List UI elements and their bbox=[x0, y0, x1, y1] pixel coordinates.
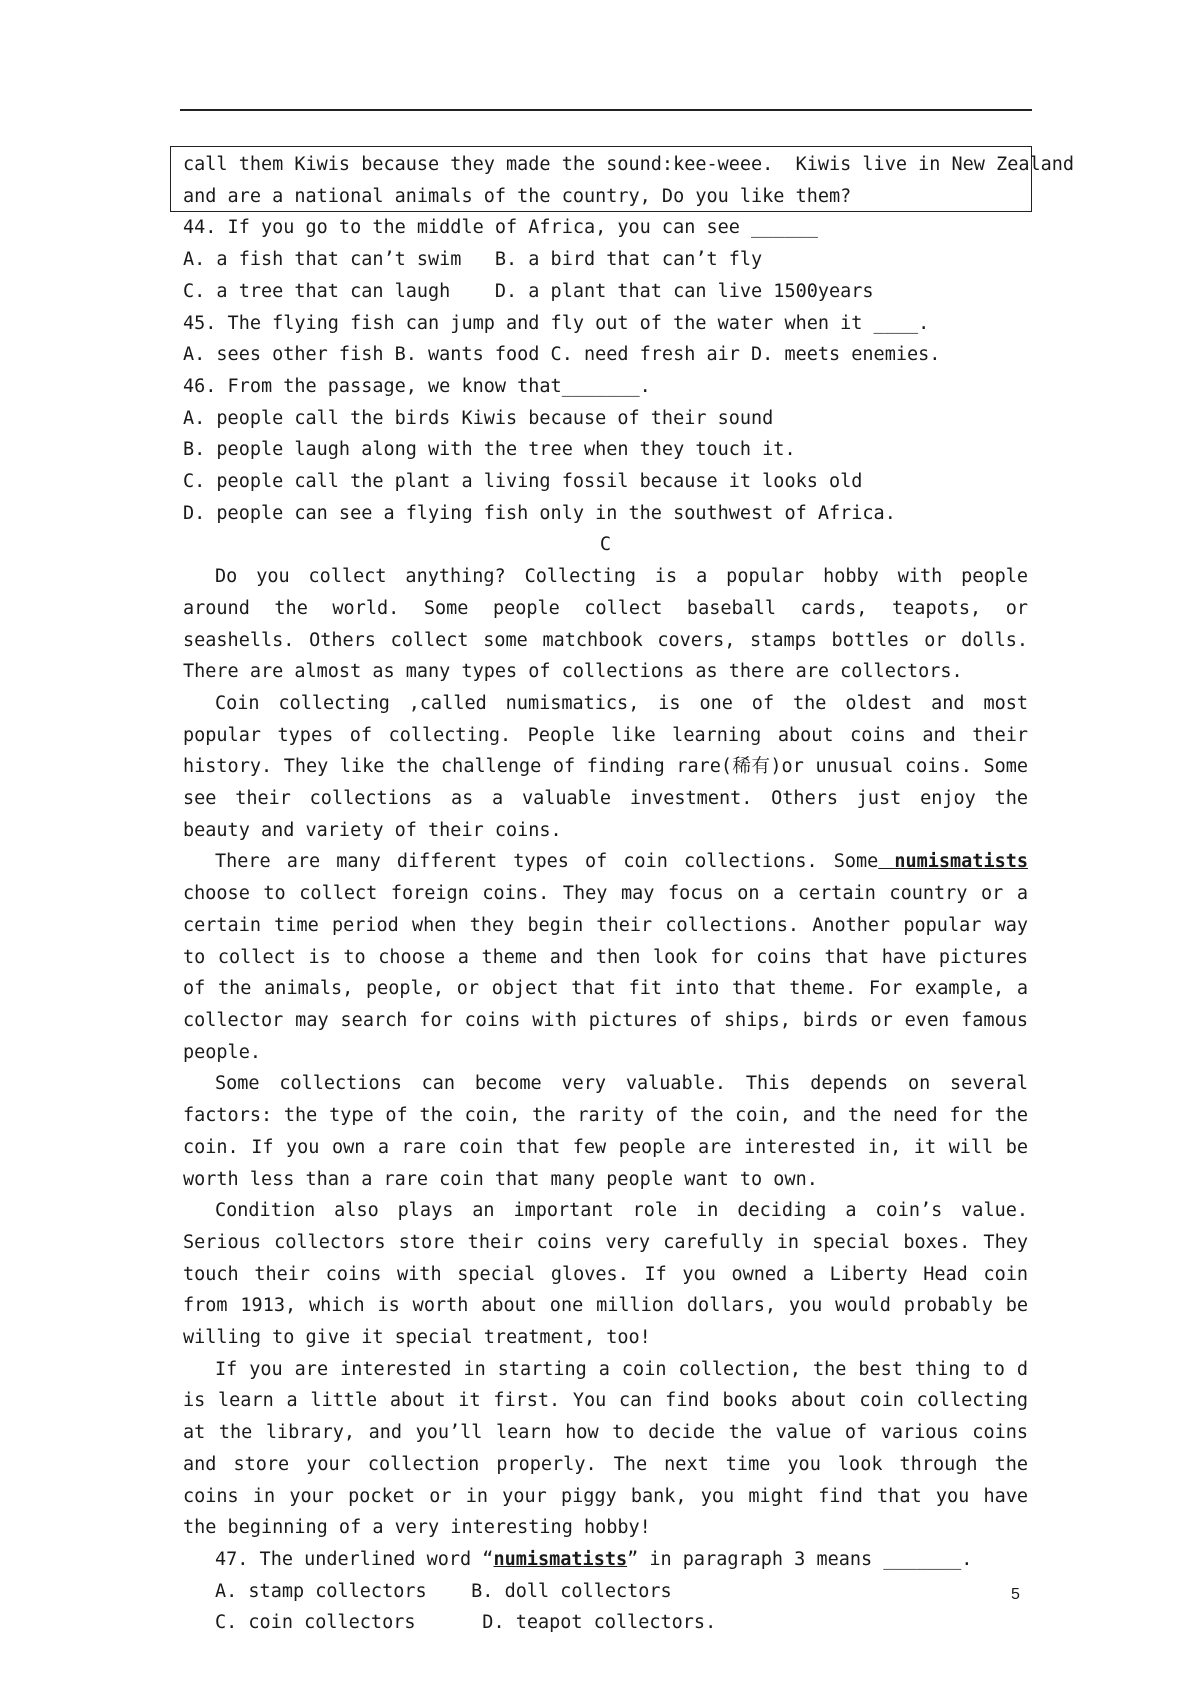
passage-paragraph-4: Some collections can become very valuable. This depends on several factors: the type of the coin, the rarity of the coin, and the need for the coin. If you own a rare coin that few people are interested in, it will be worth less than a rare coin that many people want to own. bbox=[183, 1073, 1028, 1190]
question-46-stem: 46. From the passage, we know that_______. bbox=[183, 375, 651, 397]
question-46-option-b: B. people laugh along with the tree when they touch it. bbox=[183, 439, 796, 461]
question-47-stem bbox=[183, 1544, 1028, 1576]
passage-paragraph-1: Do you collect anything? Collecting is a popular hobby with people around the world. Some people collect baseball cards, teapots, or seashells. Others collect some matchbook covers, stamps bottles or dolls. There are almost as many types of collections as there are collectors. bbox=[183, 566, 1028, 683]
header-rule bbox=[180, 109, 1032, 111]
question-47-options-ab: A. stamp collectors B. doll collectors bbox=[215, 1580, 672, 1602]
question-45-stem: 45. The flying fish can jump and fly out of the water when it ____. bbox=[183, 312, 930, 334]
underlined-word: numismatists bbox=[878, 851, 1028, 873]
box-line-2: and are a national animals of the country, Do you like them? bbox=[183, 185, 852, 207]
question-46-option-d: D. people can see a flying fish only in the southwest of Africa. bbox=[183, 502, 896, 524]
question-46-option-c: C. people call the plant a living fossil because it looks old bbox=[183, 471, 863, 493]
paragraph-3-rest: choose to collect foreign coins. They may focus on a certain country or a certain time period when they begin their collections. Another popular way to collect is to choose a theme and then look for coins that have pictures of the animals, people, or object that fit into that theme. For example, a collector may search for coins with pictures of ships, birds or even famous people. bbox=[183, 883, 1028, 1063]
question-47-options-cd: C. coin collectors D. teapot collectors. bbox=[215, 1612, 717, 1634]
question-47-start: 47. The underlined word “ bbox=[215, 1548, 494, 1570]
page-number: 5 bbox=[1011, 1586, 1020, 1603]
passage-paragraph-5: Condition also plays an important role in deciding a coin’s value. Serious collectors store their coins very carefully in special boxes. They touch their coins with special gloves. If you owned a Liberty Head coin from 1913, which is worth about one million dollars, you would probably be willing to give it special treatment, too! bbox=[183, 1200, 1028, 1349]
box-line-1: call them Kiwis because they made the sound:kee-weee. Kiwis live in New Zealand bbox=[183, 154, 1075, 175]
paragraph-3-start: There are many different types of coin collections. Some bbox=[215, 851, 879, 873]
question-44-stem: 44. If you go to the middle of Africa, you can see ______ bbox=[183, 217, 818, 239]
question-44-options-cd: C. a tree that can laugh D. a plant that can live 1500years bbox=[183, 280, 874, 302]
passage-paragraph-2: Coin collecting ,called numismatics, is one of the oldest and most popular types of collecting. People like learning about coins and their history. They like the challenge of finding rare(稀有)or unusual coins. Some see their collections as a valuable investment. Others just enjoy the beauty and variety of their coins. bbox=[183, 692, 1028, 841]
section-label: C bbox=[599, 534, 612, 556]
question-45-options: A. sees other fish B. wants food C. need fresh air D. meets enemies. bbox=[183, 344, 941, 366]
question-46-option-a: A. people call the birds Kiwis because of their sound bbox=[183, 407, 774, 429]
question-47-end: ” in paragraph 3 means _______. bbox=[627, 1548, 973, 1570]
question-47-underlined-word: numismatists bbox=[493, 1548, 628, 1570]
question-44-options-ab: A. a fish that can’t swim B. a bird that can’t fly bbox=[183, 249, 763, 271]
page-content bbox=[183, 149, 1075, 1639]
passage-paragraph-6: If you are interested in starting a coin collection, the best thing to d is learn a little about it first. You can find books about coin collecting at the library, and you’ll learn how to decide the value of various coins and store your collection properly. The next time you look through the coins in your pocket or in your piggy bank, you might find that you have the beginning of a very interesting hobby! bbox=[183, 1358, 1028, 1539]
passage-paragraph-3 bbox=[183, 846, 1028, 1068]
